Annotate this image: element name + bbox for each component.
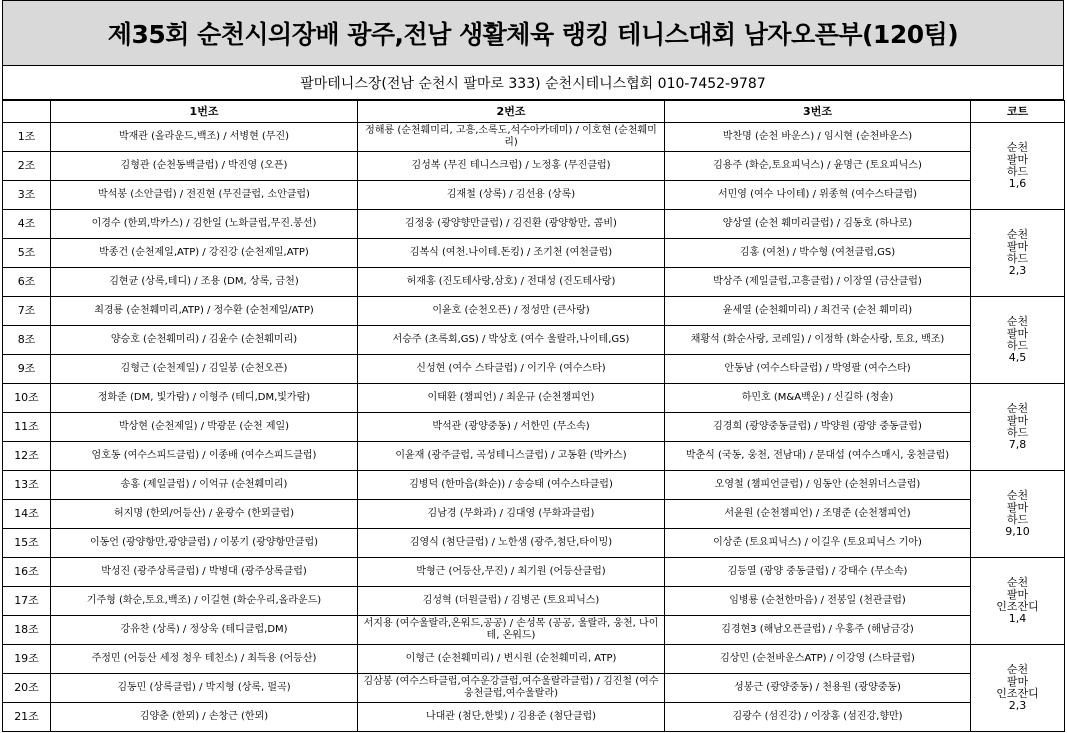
table-row xyxy=(3,384,1065,413)
group-number-cell: 14조 xyxy=(3,500,51,529)
table-row xyxy=(3,239,1065,268)
pool-2-team-cell: 서승주 (초록회,GS) / 박상호 (여수 울랄라,나이테,GS) xyxy=(358,326,665,355)
group-number-cell: 20조 xyxy=(3,674,51,703)
pool-2-team-cell: 김복식 (여천.나이테.돈킹) / 조기천 (여천클럽) xyxy=(358,239,665,268)
table-row xyxy=(3,674,1065,703)
group-number-cell: 2조 xyxy=(3,152,51,181)
pool-1-team-cell: 박재관 (올라운드,백조) / 서병현 (무진) xyxy=(51,123,358,152)
pool-3-team-cell: 김경현3 (해남오픈클럽) / 우홍주 (해남금강) xyxy=(665,616,971,645)
pool-3-team-cell: 김광수 (섬진강) / 이장홍 (섬진강,향만) xyxy=(665,703,971,732)
court-assignment-cell: 순천 팔마 하드 1,6 xyxy=(971,123,1065,210)
table-row xyxy=(3,442,1065,471)
pool-3-team-cell: 박상주 (제일클럽,고흥클럽) / 이장열 (금산클럽) xyxy=(665,268,971,297)
group-number-cell: 15조 xyxy=(3,529,51,558)
pool-1-team-cell: 김동민 (상록클럽) / 박지형 (상록, 펄곡) xyxy=(51,674,358,703)
pool-3-team-cell: 하민호 (M&A백운) / 신길하 (청솔) xyxy=(665,384,971,413)
court-assignment-cell: 순천 팔마 인조잔디 2,3 xyxy=(971,645,1065,732)
table-row xyxy=(3,587,1065,616)
table-row xyxy=(3,616,1065,645)
header-court: 코트 xyxy=(971,101,1065,123)
pool-3-team-cell: 성봉근 (광양중동) / 천용원 (광양중동) xyxy=(665,674,971,703)
pool-1-team-cell: 허지명 (한뫼/어등산) / 윤광수 (한뫼클럽) xyxy=(51,500,358,529)
pool-3-team-cell: 오영철 (챔피언클럽) / 임동안 (순천위너스클럽) xyxy=(665,471,971,500)
table-row xyxy=(3,210,1065,239)
pool-3-team-cell: 양상열 (순천 훼미리클럽) / 김동호 (하나로) xyxy=(665,210,971,239)
venue-info: 팔마테니스장(전남 순천시 팔마로 333) 순천시테니스협회 010-7452-9787 xyxy=(2,66,1064,100)
pool-2-team-cell: 이윤재 (광주클럽, 곡성테니스클럽) / 고동환 (박카스) xyxy=(358,442,665,471)
pool-3-team-cell: 김홍 (여천) / 박수형 (여천클럽,GS) xyxy=(665,239,971,268)
table-row xyxy=(3,297,1065,326)
pool-2-team-cell: 나대관 (첨단,한빛) / 김용준 (첨단클럽) xyxy=(358,703,665,732)
pool-1-team-cell: 김형관 (순천동백클럽) / 박진영 (오픈) xyxy=(51,152,358,181)
pool-2-team-cell: 김병덕 (한마음(화순)) / 송승태 (여수스타클럽) xyxy=(358,471,665,500)
group-number-cell: 21조 xyxy=(3,703,51,732)
group-number-cell: 10조 xyxy=(3,384,51,413)
group-number-cell: 3조 xyxy=(3,181,51,210)
pool-1-team-cell: 정화준 (DM, 빛가람) / 이형주 (테디,DM,빛가람) xyxy=(51,384,358,413)
group-number-cell: 19조 xyxy=(3,645,51,674)
pool-2-team-cell: 서지용 (여수울랄라,온워드,공공) / 손성목 (공공, 울랄라, 웅천, 나이테, 온워드) xyxy=(358,616,665,645)
pool-2-team-cell: 김성복 (무진 테니스크럽) / 노정홍 (무진클럽) xyxy=(358,152,665,181)
group-number-cell: 7조 xyxy=(3,297,51,326)
group-number-cell: 6조 xyxy=(3,268,51,297)
pool-3-team-cell: 박찬명 (순천 바운스) / 임시현 (순천바운스) xyxy=(665,123,971,152)
group-number-cell: 5조 xyxy=(3,239,51,268)
pool-2-team-cell: 신성현 (여수 스타클럽) / 이기우 (여수스타) xyxy=(358,355,665,384)
court-assignment-cell: 순천 팔마 하드 7,8 xyxy=(971,384,1065,471)
pool-3-team-cell: 김상민 (순천바운스ATP) / 이강영 (스타클럽) xyxy=(665,645,971,674)
pool-3-team-cell: 안동남 (여수스타클럽) / 박영팔 (여수스타) xyxy=(665,355,971,384)
pool-3-team-cell: 채황석 (화순사랑, 코레일) / 이정학 (화순사랑, 토요, 백조) xyxy=(665,326,971,355)
pool-2-team-cell: 박석관 (광양중동) / 서한민 (무소속) xyxy=(358,413,665,442)
header-group-no xyxy=(3,101,51,123)
table-row xyxy=(3,645,1065,674)
table-row xyxy=(3,500,1065,529)
group-number-cell: 8조 xyxy=(3,326,51,355)
table-body xyxy=(3,123,1065,732)
group-number-cell: 17조 xyxy=(3,587,51,616)
table-row xyxy=(3,123,1065,152)
pool-3-team-cell: 임병룡 (순천한마음) / 전봉일 (천관클럽) xyxy=(665,587,971,616)
table-row xyxy=(3,471,1065,500)
table-row xyxy=(3,152,1065,181)
pool-2-team-cell: 김남경 (무화과) / 김대영 (무화과클럽) xyxy=(358,500,665,529)
pool-1-team-cell: 기주형 (화순,토요,백조) / 이길현 (화순우리,올라운드) xyxy=(51,587,358,616)
header-row xyxy=(3,101,1065,123)
pool-1-team-cell: 강유찬 (상록) / 정상욱 (테디클럽,DM) xyxy=(51,616,358,645)
pool-2-team-cell: 박형근 (어등산,무진) / 최기원 (어등산클럽) xyxy=(358,558,665,587)
pool-2-team-cell: 허재홍 (진도테사랑,삼호) / 전대성 (진도테사랑) xyxy=(358,268,665,297)
group-number-cell: 18조 xyxy=(3,616,51,645)
pool-3-team-cell: 서민영 (여수 나이테) / 위종혁 (여수스타클럽) xyxy=(665,181,971,210)
court-assignment-cell: 순천 팔마 하드 9,10 xyxy=(971,471,1065,558)
pool-1-team-cell: 박석봉 (소안클럽) / 전진현 (무진클럽, 소안클럽) xyxy=(51,181,358,210)
pool-2-team-cell: 김영식 (첨단클럽) / 노한샘 (광주,첨단,타이밍) xyxy=(358,529,665,558)
court-assignment-cell: 순천 팔마 하드 4,5 xyxy=(971,297,1065,384)
pool-1-team-cell: 이동언 (광양항만,광양클럽) / 이봉기 (광양항만클럽) xyxy=(51,529,358,558)
pool-1-team-cell: 김형근 (순천제일) / 김일봉 (순천오픈) xyxy=(51,355,358,384)
pool-2-team-cell: 이태환 (챔피언) / 최운규 (순천챔피언) xyxy=(358,384,665,413)
pool-1-team-cell: 박상현 (순천제일) / 박광문 (순천 제일) xyxy=(51,413,358,442)
header-pool-3: 3번조 xyxy=(665,101,971,123)
group-number-cell: 13조 xyxy=(3,471,51,500)
header-pool-1: 1번조 xyxy=(51,101,358,123)
header-pool-2: 2번조 xyxy=(358,101,665,123)
group-number-cell: 1조 xyxy=(3,123,51,152)
pool-3-team-cell: 박춘식 (국동, 웅천, 전남대) / 문대섭 (여수스매시, 웅천클럽) xyxy=(665,442,971,471)
pool-3-team-cell: 윤세열 (순천훼미리) / 최건국 (순천 훼미리) xyxy=(665,297,971,326)
table-row xyxy=(3,181,1065,210)
pool-3-team-cell: 김경희 (광양중동클럽) / 박양원 (광양 중동클럽) xyxy=(665,413,971,442)
pool-2-team-cell: 김성혁 (더원클럽) / 김병곤 (토요피닉스) xyxy=(358,587,665,616)
document-title: 제35회 순천시의장배 광주,전남 생활체육 랭킹 테니스대회 남자오픈부(120팀) xyxy=(2,0,1064,66)
table-row xyxy=(3,355,1065,384)
pool-3-team-cell: 서윤원 (순천챔피언) / 조명준 (순천챔피언) xyxy=(665,500,971,529)
pool-1-team-cell: 최경룡 (순천훼미리,ATP) / 정수환 (순천제일/ATP) xyxy=(51,297,358,326)
table-row xyxy=(3,529,1065,558)
pool-1-team-cell: 김현균 (상록,테디) / 조용 (DM, 상록, 금천) xyxy=(51,268,358,297)
group-number-cell: 16조 xyxy=(3,558,51,587)
pool-3-team-cell: 김등열 (광양 중동클럽) / 강태수 (무소속) xyxy=(665,558,971,587)
pool-3-team-cell: 김용주 (화순,토요피닉스) / 윤명근 (토요피닉스) xyxy=(665,152,971,181)
table-row xyxy=(3,326,1065,355)
pool-1-team-cell: 엄호동 (여수스피드클럽) / 이종배 (여수스피드클럽) xyxy=(51,442,358,471)
table-row xyxy=(3,558,1065,587)
pool-2-team-cell: 정해룡 (순천훼미리, 고흥,소록도,석수아카데미) / 이호현 (순천훼미리) xyxy=(358,123,665,152)
group-number-cell: 11조 xyxy=(3,413,51,442)
pool-3-team-cell: 이상준 (토요피닉스) / 이길우 (토요피닉스 기아) xyxy=(665,529,971,558)
pool-2-team-cell: 김재철 (상록) / 김선용 (상록) xyxy=(358,181,665,210)
court-assignment-cell: 순천 팔마 하드 2,3 xyxy=(971,210,1065,297)
table-row xyxy=(3,413,1065,442)
pool-1-team-cell: 송홍 (제일클럽) / 이억규 (순천훼미리) xyxy=(51,471,358,500)
table-row xyxy=(3,268,1065,297)
pool-1-team-cell: 주정민 (어등산 세정 청우 테친소) / 최득용 (어등산) xyxy=(51,645,358,674)
pool-1-team-cell: 박종건 (순천제일,ATP) / 강진강 (순천제일,ATP) xyxy=(51,239,358,268)
pool-2-team-cell: 김정웅 (광양향만클럽) / 김진환 (광양항만, 콤비) xyxy=(358,210,665,239)
pool-1-team-cell: 이경수 (한뫼,박카스) / 김한일 (노화클럽,무진.봉선) xyxy=(51,210,358,239)
table-row xyxy=(3,703,1065,732)
group-number-cell: 4조 xyxy=(3,210,51,239)
pool-1-team-cell: 양승호 (순천훼미리) / 김윤수 (순천훼미리) xyxy=(51,326,358,355)
group-number-cell: 9조 xyxy=(3,355,51,384)
pool-1-team-cell: 김양춘 (한뫼) / 손창근 (한뫼) xyxy=(51,703,358,732)
pool-2-team-cell: 이윤호 (순천오픈) / 정성만 (큰사랑) xyxy=(358,297,665,326)
draw-table xyxy=(2,100,1065,732)
court-assignment-cell: 순천 팔마 인조잔디 1,4 xyxy=(971,558,1065,645)
pool-1-team-cell: 박성진 (광주상록클럽) / 박병대 (광주상록클럽) xyxy=(51,558,358,587)
group-number-cell: 12조 xyxy=(3,442,51,471)
pool-2-team-cell: 이형근 (순천훼미리) / 변시원 (순천훼미리, ATP) xyxy=(358,645,665,674)
pool-2-team-cell: 김삼봉 (여수스타클럽,여수운강클럽,여수울랄라클럽) / 김진철 (여수웅천클럽,여수울랄라) xyxy=(358,674,665,703)
